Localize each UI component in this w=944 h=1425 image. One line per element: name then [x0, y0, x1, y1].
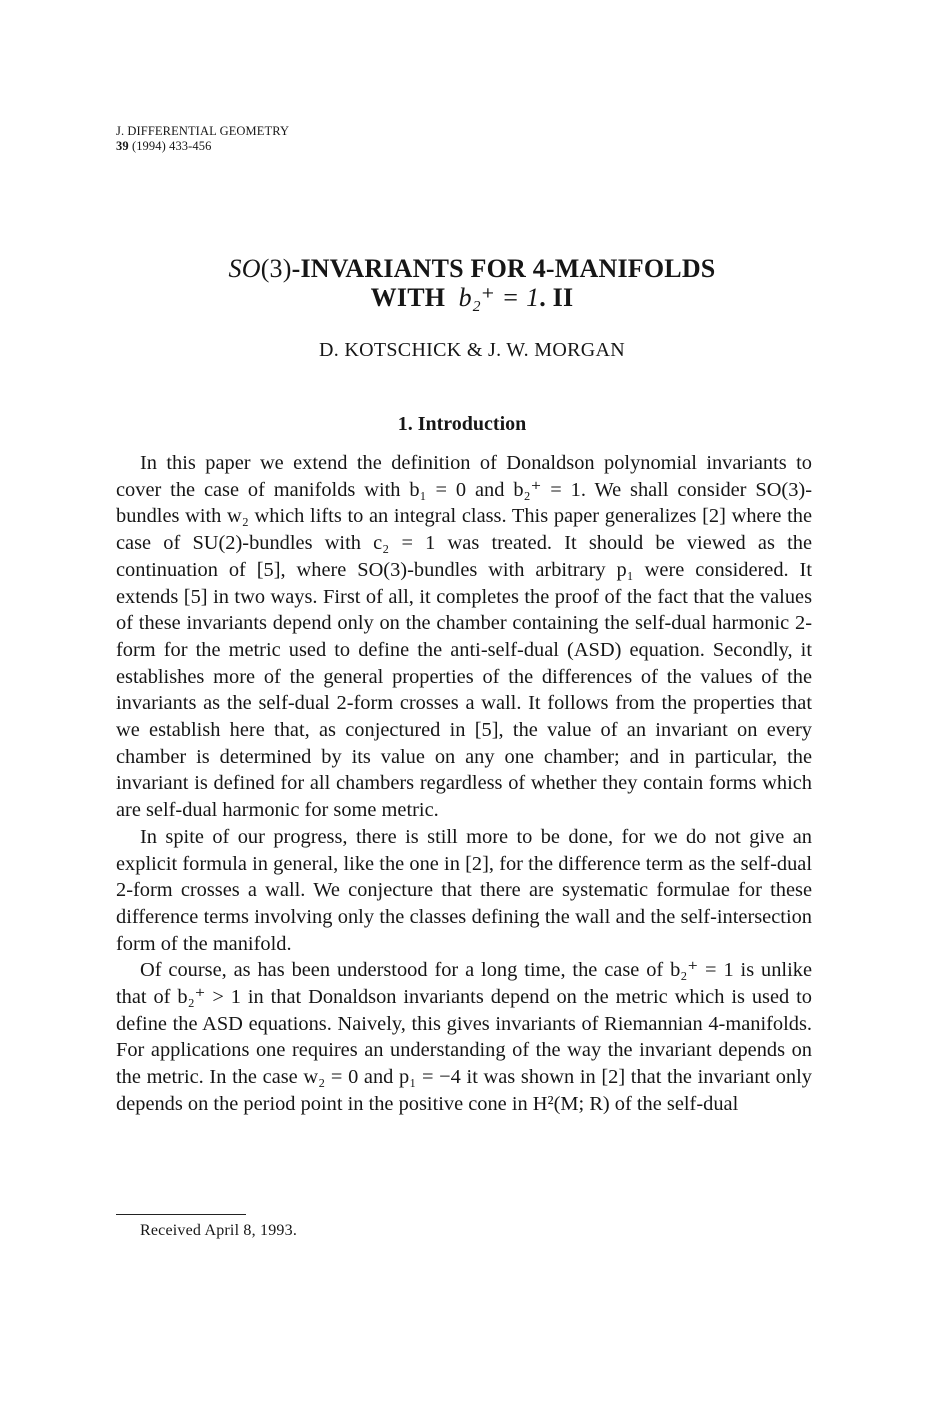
body-text [116, 450, 812, 1118]
title-line-2 [0, 283, 944, 312]
title-line-1 [0, 254, 944, 283]
section-heading [0, 413, 924, 436]
section-number: 1. [397, 413, 413, 435]
title-group-symbol: SO [228, 254, 261, 283]
title-with: WITH [370, 283, 446, 312]
paragraph-3: Of course, as has been understood for a long time, the case of b₂⁺ = 1 is unlike that of b₂⁺ > 1 in that Donaldson invariants depend on the metric which is used to define the ASD equations. Naively, this gives invariants of Riemannian 4-manifolds. For applications one requires an understanding of the way the invariant depends on the metric. In the case w₂ = 0 and p₁ = −4 it was shown in [2] that the invariant only depends on the period point in the positive cone in H²(M; R) of the self-dual [116, 959, 812, 1115]
authors: D. KOTSCHICK & J. W. MORGAN [319, 339, 625, 361]
issue-pages: (1994) 433-456 [131, 139, 212, 153]
title-main: -INVARIANTS FOR 4-MANIFOLDS [291, 254, 716, 283]
title-condition: b₂⁺ = 1 [458, 283, 540, 312]
paragraph-2: In spite of our progress, there is still more to be done, for we do not give an explicit formula in general, like the one in [2], for the difference term as the self-dual 2-form crosses a wall. We conjecture that there are systematic formulae for these difference terms involving only the classes defining the wall and the self-intersection form of the manifold. [116, 825, 812, 955]
title-group-index: (3) [260, 254, 292, 283]
journal-header [116, 124, 289, 154]
received-date-footnote: Received April 8, 1993. [140, 1222, 298, 1239]
footnote-divider [116, 1214, 246, 1215]
paragraph-1: In this paper we extend the definition of Donaldson polynomial invariants to cover the case of manifolds with b₁ = 0 and b₂⁺ = 1. We shall consider SO(3)-bundles with w₂ which lifts to an integral class. This paper generalizes [2] where the case of SU(2)-bundles with c₂ = 1 was treated. It should be viewed as the continuation of [5], where SO(3)-bundles with arbitrary p₁ were considered. It extends [5] in two ways. First of all, it completes the proof of the fact that the values of these invariants depend only on the chamber containing the self-dual harmonic 2-form for the metric used to define the anti-self-dual (ASD) equation. Secondly, it establishes more of the general properties of the differences of the values of the invariants as the self-dual 2-form crosses a wall. It follows from the properties that we establish here that, as conjectured in [5], the value of an invariant on every chamber is determined by its value on any one chamber; and in particular, the invariant is defined for all chambers regardless of whether they contain forms which are self-dual harmonic for some metric. [116, 452, 812, 822]
volume-line [116, 139, 289, 154]
paper-title [0, 254, 944, 312]
title-part: . II [539, 283, 574, 312]
volume-number: 39 [116, 139, 129, 153]
journal-name: J. DIFFERENTIAL GEOMETRY [116, 124, 290, 138]
section-title: Introduction [417, 413, 527, 435]
